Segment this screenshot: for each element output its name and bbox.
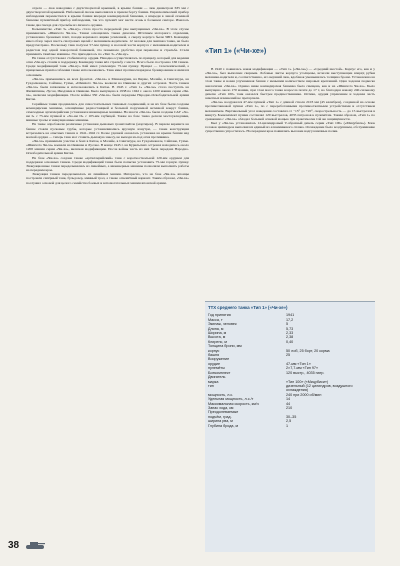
tank-logo-icon [24, 539, 46, 551]
spec-value: 44 [286, 401, 291, 406]
spec-label: тип [208, 383, 214, 388]
spec-title: ТТХ среднего танка «Тип 1» («Чи-хе») [208, 305, 288, 310]
spec-value: 2,38 [286, 335, 294, 340]
spec-value: 47-мм «Тип 1» [286, 361, 311, 366]
spec-label: Запас хода, км [208, 405, 234, 410]
paragraph: На танке опробовали различные установки дымовых гранатомётов (мортирок). В первом варианте на башне стояли пусковые трубы, которые устанавливались вручную изнутри, — такие конструкции встречались на опытных танках в 1941–1942 гг. Более удачной оказалась установка на крыше башни над маской орудия — теперь танк мог ставить дымовую завесу, не выходя из-под огня противника. [26, 122, 189, 139]
spec-label: марка [208, 379, 219, 384]
spec-label: подъём, град. [208, 414, 232, 419]
spec-label: башня [208, 353, 220, 358]
spec-label: Масса, т [208, 317, 223, 322]
spec-value: 120 выстр., 4035 патр. [286, 370, 325, 375]
spec-label: Клиренс, м [208, 339, 227, 344]
paragraph: Эвакуация танков переделывалась из линейных машин. Интересно, что на базе «Чи-ха» японцы построили сапёрный танк, бульдозер, минный трал, а также огнемётный вариант. Таким образом, «Чи-ха» послужил основой для целого семейства боевых и вспомогательных машин японской армии. [26, 172, 189, 185]
spec-label: Глубина брода, м [208, 423, 239, 428]
spec-table [205, 301, 375, 552]
spec-label: Высота, м [208, 335, 226, 340]
spec-label: Толщина брони, мм [208, 344, 242, 349]
spec-label: пулемёты [208, 366, 225, 371]
paragraph: На базе «Чи-ха» создана также «артиллерийский» танк с короткоствольной 120-мм орудием для поддержки основных танков. Среди модификаций танка была попытка установить 75-мм горную пушку. Эвакуационные танки переделывались из линейных, а инженерные машины позволяли выполнять работы на переднем крае. [26, 155, 189, 173]
spec-value: 5,73 [286, 326, 294, 331]
spec-label: Удельная мощность, л.с./т [208, 397, 254, 402]
page-number: 38 [8, 540, 20, 551]
spec-label: Ширина, м [208, 331, 227, 336]
spec-label: Преодолеваемые [208, 410, 239, 415]
spec-rows [205, 313, 375, 428]
paragraph: Был у «Чи-хе» установилась 12-цилиндровый V-образный дизель серии «Тип 100» («Мицубиси»). Блок головок цилиндров выполнялся единый из алюминиевого сплава. Охлаждение было воздушным, обслуживание существенно упростилось. На переднем крае появились высокие надгусеничные полки. [205, 121, 375, 134]
spec-value: дизельный (12 цилиндров, воздушного охлаждения) [286, 383, 353, 393]
spec-value: 1941 [286, 313, 295, 318]
spec-value: 210 [286, 405, 293, 410]
spec-label: мощность, л.с. [208, 392, 234, 397]
spec-label: Боекомплект [208, 370, 231, 375]
spec-value: 5 [286, 322, 289, 327]
spec-row [205, 424, 375, 428]
paragraph: «Чи-ха» применялись на всех фронтах. «Чи-ха» в Маньчжурии, на Бирме, Малайе, в Сингапуре, на Гуадалканале, Сайпане, Гуаме, «Шинхото Чи-ха» воевали на Окинаве и других островах. Часть танков «Чи-ха» были захвачены и использовались в Китае. В 1945 г. «Тип 1» «Чи-хе» стало поступать на Филиппины, Лусон, Иводзиме и Окинаве. Было выпущено в 1938 по 1942 г. около 1200 машин серии «Чи-ха», включая модификации. После войны 350 «Чи-ха» были переданы Народно-Освободительной армии Китая. [26, 76, 189, 102]
left-column [26, 6, 189, 185]
paragraph: «Чи-ха» принимали участие в боях в Китае, в Малайе, в Сингапуре, на Гуадалканале, Сайпане, Гуаме. «Шинхото Чи-ха» воевали на Окинаве и Лусоне. В конце 1945 г. на Курильских островах находилось около 1200 машин серии «Чи-ха», включая модификации. После войны часть из них была передана Народно-Освободительной армии Китая. [26, 139, 189, 156]
spec-value: 30–35 [286, 414, 297, 419]
spec-label: корпус [208, 348, 220, 353]
spec-label: Максимальная скорость, км/ч [208, 401, 259, 406]
paragraph: Большинство «Тип 3» «Чи-ну» стало просто переделкой уже выпущенных «Чи-ха». В этом случае применялись «Шинхото Чи-ха». Танки оснащались также дизелем. Штатным моторного отделения, установлено броневых плит, позади кормового ящика усиленной, а сверху корпуса были ЗИП. Командир имел обзор через шесть смотровых щелей с механиком-водителем. 12 человек для экипажа танка, не было предусмотрено. Поскольку танк получал 57-мм пушку, в носовой части корпуса с механиком-водителем и радистом под одной поворотной башенкой, что повышало удобство при перевозке и стрельбе. Стали применять тяжёлые машины. Это приходилось по «Тип 3» «Чи-ну». [26, 26, 189, 56]
spec-value: 14 [286, 397, 291, 402]
section-heading: «Тип 1» («Чи-хе») [205, 46, 267, 55]
paragraph: В 1940 г. появилась новая модификация — «Тип 1» («Чи-хе») — «Средний шестой». Корпус его, как и у «Чи-ха», был выполнен сварным. Лобовые листы корпуса утолщены, исчезли выступающие вперёд рубки механика-водителя и, соответственно, его верхний люк, вдобавок уменьшилась толщина брони. Установлена на этом танке и новая улучшенная башня с меньшим количеством шаровых креплений. Одна ходовая подвеска аналогична «Чи-ха». Однако ниже командирская башенка была смещена, как и на «Шинхото Чи-ха». Было выпущено около 170 машин, при этом масса танка возросла почти до 17 т, но благодаря новому 240-сильному дизелю «Тип 100» танк оказался быстрее предшественника. Оптика, орудия управление и ходовая часть заметных изменений не претерпели. [205, 67, 375, 101]
paragraph: «Чи-хе» вооружался 47-мм пушкой «Тип 1» с длиной ствола 2103 мм (45 калибров), созданной на основе противотанковой пушки «Тип 1», по с переработанными противооткатными устройствами и отсутствием механизмом. Вертикальный угол наведения составлял от −15° до +20°, скорострельность — до 15 выстрелов в минуту. Боекомплект пушки составлял 120 выстрелов, 4035 патронов к пулемётам. Таким образом, «Тип 1» по сравнению с «Чи-ха» обладал большей огневой мощью при практически той же защищённости. [205, 100, 375, 121]
spec-label: Вооружение [208, 357, 230, 362]
paragraph: На танке отсутствовал стабилизатор орудия. Наводка осуществлялась по прицелу, который для ведения огня «Чи-ну» стояли в поддержку. Командир танка вёл стрельбу с места. Всего было построено 166 танков. Среди модификаций танк «Чи-ну» Кай имел усиленную 75-мм пушку. Прицел — телескопический, а прицельные приспособления также использовались. Танк имел противоснарядное бронирование и являлся основным. [26, 55, 189, 77]
spec-label: орудие [208, 361, 221, 366]
right-column [205, 6, 375, 134]
spec-value: 2,33 [286, 331, 294, 336]
spec-label: Длина, м [208, 326, 224, 331]
spec-value: 240 при 2000 об/мин [286, 392, 322, 397]
spec-row [205, 384, 375, 393]
spec-value: «Тип 100» («Мицубиси») [286, 379, 329, 384]
spec-value: 2×7,7-мм «Тип 97» [286, 366, 319, 371]
spec-label: Год принятия [208, 313, 231, 318]
spec-value: 25 [286, 353, 291, 358]
spec-label: Двигатель [208, 375, 226, 380]
spec-value: 50 лоб, 25 борт, 20 корма [286, 348, 330, 353]
paragraph: Серийные танки продавались для самостоятельных танковых соединений, и на их базе были созданы командирские машины, оснащённые радиостанцией и большой поручневой антенной вокруг башни, самоходные артиллерийские установки и инженерные машины. На шасси «Чи-ха» были созданы САУ «Хо-ни I» с 75-мм пушкой и «Хо-ни II» с 105-мм гаубицей. Также на базе танка делали мостоукладчики, минные тралы и эвакуационные машины. [26, 101, 189, 123]
spec-value: 0,40 [286, 339, 294, 344]
spec-value: 2,5 [286, 419, 292, 424]
spec-label: Экипаж, человек [208, 322, 237, 327]
spec-label: ширина рва, м [208, 419, 233, 424]
spec-value: 17,2 [286, 317, 294, 322]
spec-value: 1 [286, 423, 289, 428]
paragraph: отдела — люк наводчика с двухстворчатой крышкой, в крыше башни — люк диаметром 635 мм с двухстворчатой крышкой. Небольшой лючок выполнялся в правом борту башни. Перископический прибор наблюдения переместился в крыше башни впереди командирской башенки, а впереди в левой сеченной башенке пулемётный прибор наблюдения, так что пулемёт мог вести огонь в большем секторе. Имелось также два гнезда для стрельбы из личного оружия. [26, 6, 189, 27]
